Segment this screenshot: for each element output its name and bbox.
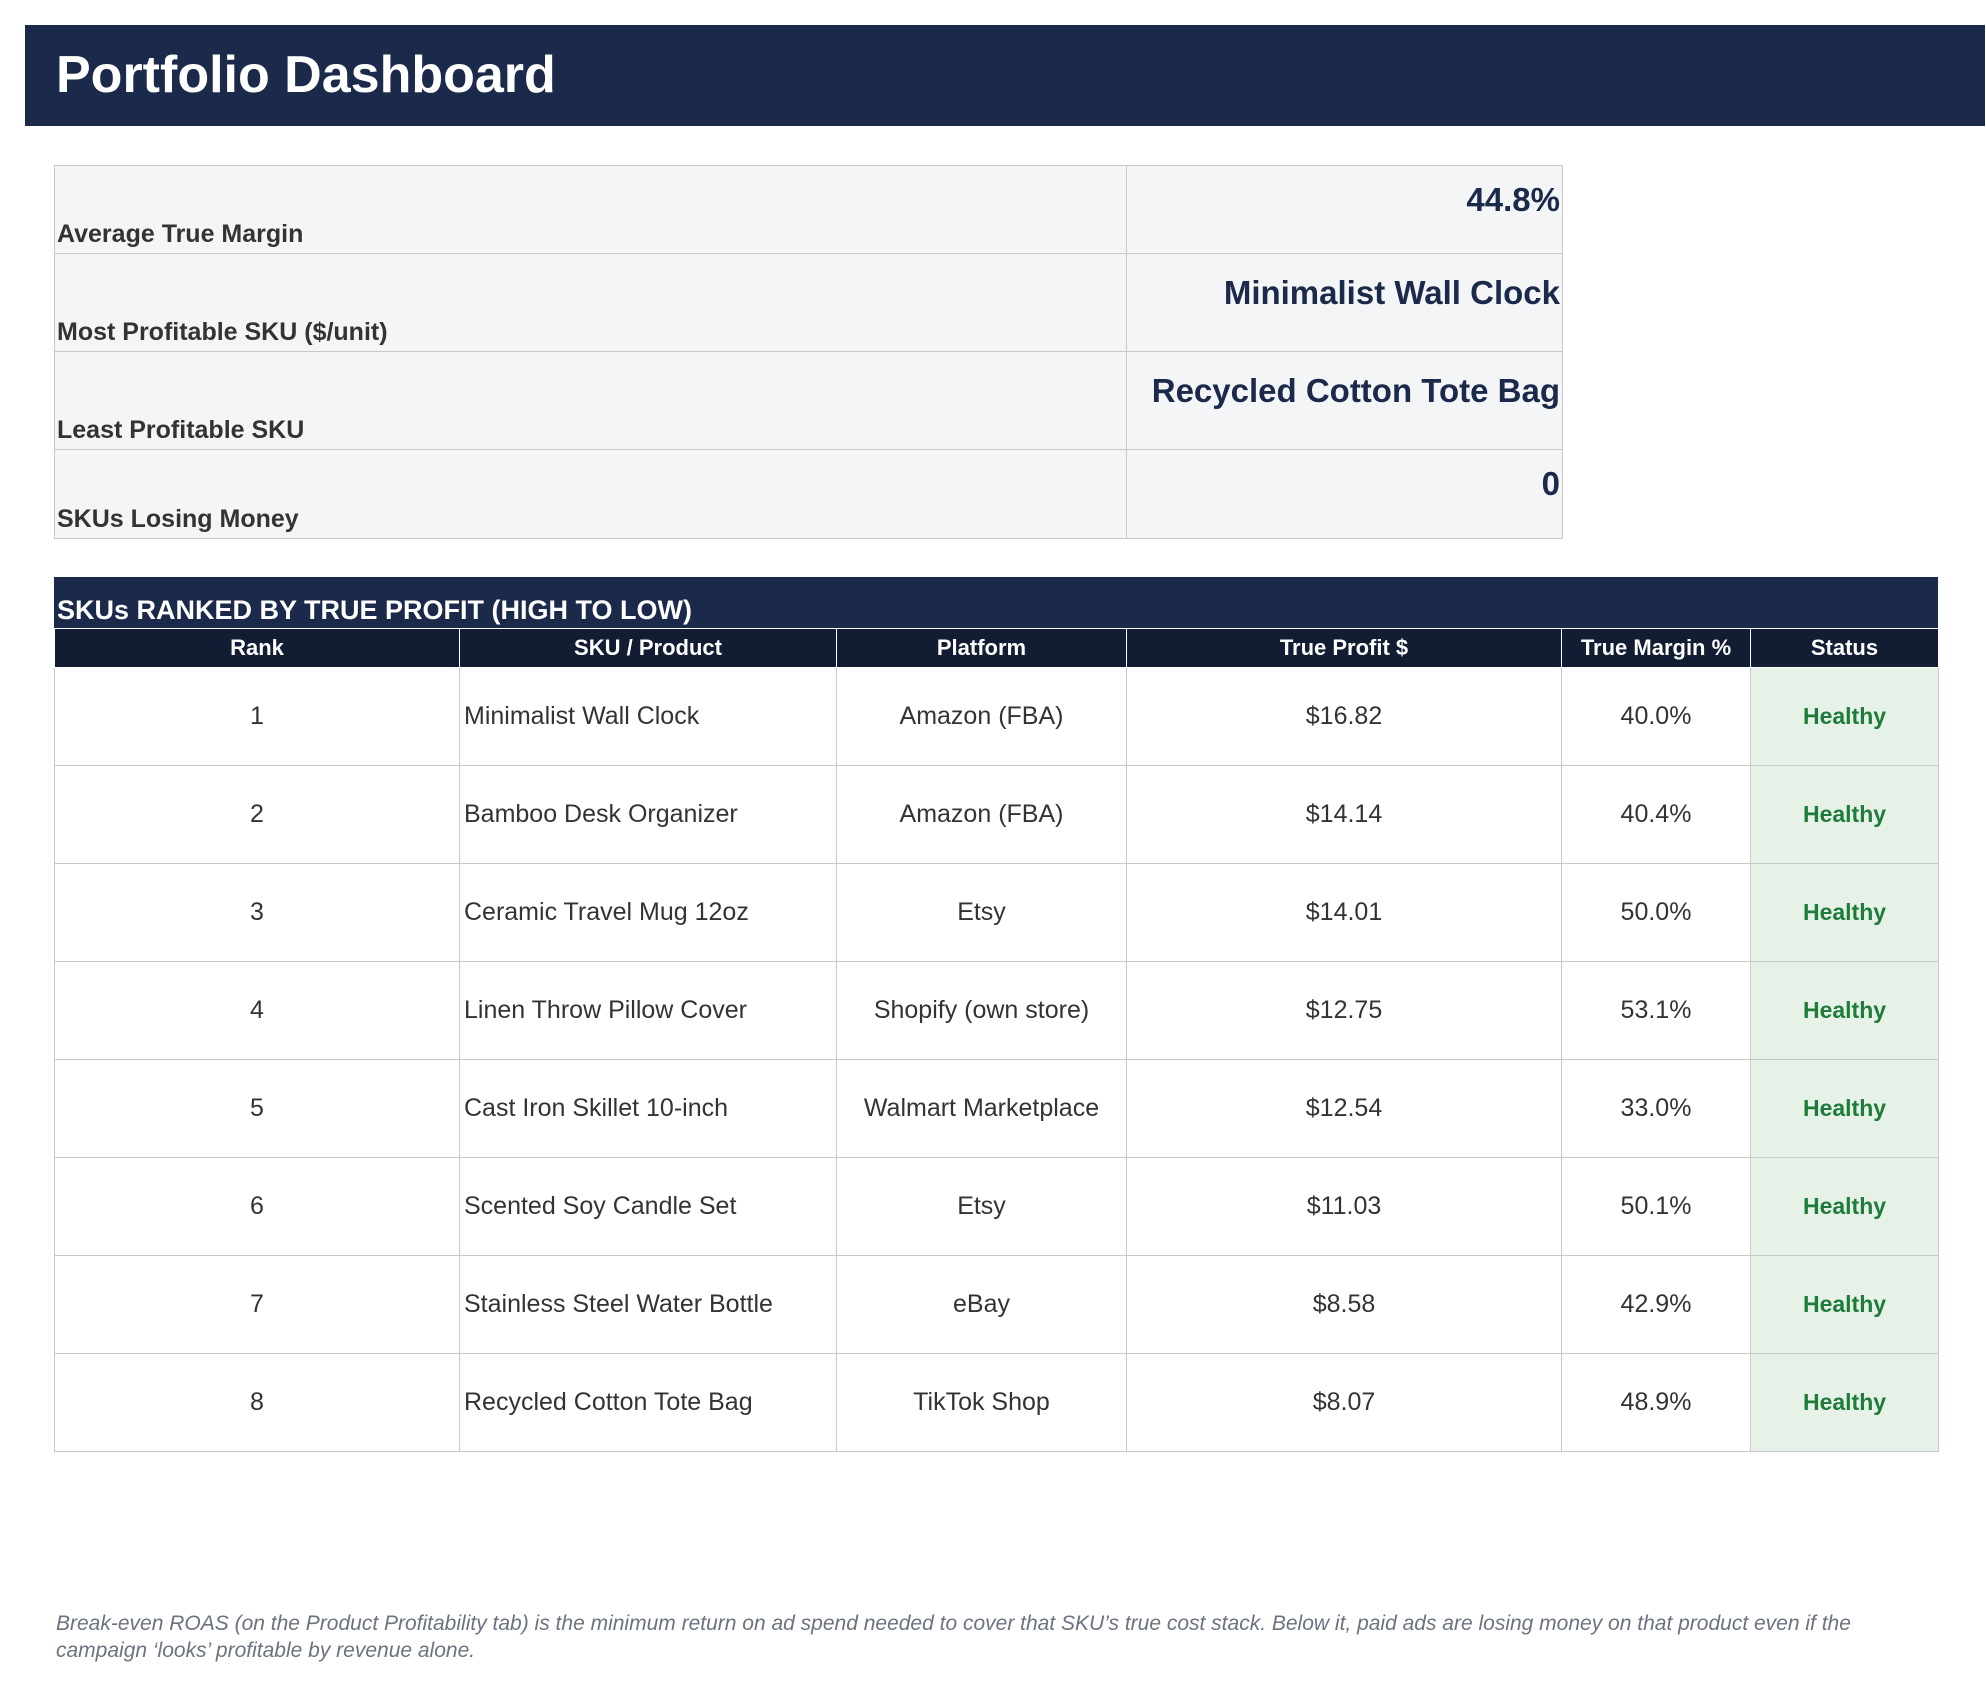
status-badge: Healthy [1751, 962, 1939, 1060]
platform-cell: Amazon (FBA) [837, 668, 1127, 766]
status-badge: Healthy [1751, 1256, 1939, 1354]
platform-cell: Walmart Marketplace [837, 1060, 1127, 1158]
true-margin-cell: 53.1% [1562, 962, 1751, 1060]
summary-value [1127, 254, 1563, 352]
ranking-section-title: SKUs RANKED BY TRUE PROFIT (HIGH TO LOW) [57, 595, 693, 625]
true-margin-cell: 33.0% [1562, 1060, 1751, 1158]
true-profit-cell: $12.54 [1127, 1060, 1562, 1158]
true-profit-cell: $11.03 [1127, 1158, 1562, 1256]
column-header-true-profit: True Profit $ [1127, 629, 1562, 668]
true-margin-cell: 40.4% [1562, 766, 1751, 864]
summary-row-average-margin [55, 166, 1563, 254]
summary-row-least-profitable [55, 352, 1563, 450]
summary-row-most-profitable [55, 254, 1563, 352]
table-row [55, 766, 1939, 864]
true-profit-cell: $14.14 [1127, 766, 1562, 864]
table-row [55, 668, 1939, 766]
column-header-platform: Platform [837, 629, 1127, 668]
true-profit-cell: $14.01 [1127, 864, 1562, 962]
ranking-section-header [54, 577, 1938, 628]
status-badge: Healthy [1751, 1158, 1939, 1256]
page-header [25, 25, 1985, 126]
table-row [55, 1158, 1939, 1256]
summary-label: Average True Margin [55, 166, 1127, 254]
rank-cell: 3 [55, 864, 460, 962]
summary-value-text: Recycled Cotton Tote Bag [1151, 371, 1560, 409]
true-profit-cell: $8.07 [1127, 1354, 1562, 1452]
platform-cell: Amazon (FBA) [837, 766, 1127, 864]
status-badge: Healthy [1751, 1060, 1939, 1158]
platform-cell: Shopify (own store) [837, 962, 1127, 1060]
ranking-header-row [55, 629, 1939, 668]
table-row [55, 1060, 1939, 1158]
summary-label: Most Profitable SKU ($/unit) [55, 254, 1127, 352]
status-badge: Healthy [1751, 668, 1939, 766]
sku-cell: Ceramic Travel Mug 12oz [460, 864, 837, 962]
platform-cell: eBay [837, 1256, 1127, 1354]
summary-row-losing-money [55, 450, 1563, 539]
rank-cell: 1 [55, 668, 460, 766]
sku-cell: Linen Throw Pillow Cover [460, 962, 837, 1060]
true-profit-cell: $12.75 [1127, 962, 1562, 1060]
status-badge: Healthy [1751, 864, 1939, 962]
true-margin-cell: 40.0% [1562, 668, 1751, 766]
summary-value [1127, 352, 1563, 450]
summary-value-text: Minimalist Wall Clock [1223, 273, 1560, 311]
column-header-rank: Rank [55, 629, 460, 668]
status-badge: Healthy [1751, 766, 1939, 864]
summary-value [1127, 450, 1563, 539]
summary-value-text: 44.8% [1466, 180, 1560, 218]
rank-cell: 5 [55, 1060, 460, 1158]
summary-table [54, 165, 1563, 539]
table-row [55, 962, 1939, 1060]
summary-value [1127, 166, 1563, 254]
sku-cell: Minimalist Wall Clock [460, 668, 837, 766]
true-margin-cell: 50.0% [1562, 864, 1751, 962]
sku-cell: Bamboo Desk Organizer [460, 766, 837, 864]
ranking-table [54, 628, 1939, 1452]
sku-cell: Stainless Steel Water Bottle [460, 1256, 837, 1354]
column-header-true-margin: True Margin % [1562, 629, 1751, 668]
sku-cell: Cast Iron Skillet 10-inch [460, 1060, 837, 1158]
sku-cell: Scented Soy Candle Set [460, 1158, 837, 1256]
rank-cell: 4 [55, 962, 460, 1060]
status-badge: Healthy [1751, 1354, 1939, 1452]
sku-cell: Recycled Cotton Tote Bag [460, 1354, 837, 1452]
rank-cell: 6 [55, 1158, 460, 1256]
rank-cell: 7 [55, 1256, 460, 1354]
true-profit-cell: $16.82 [1127, 668, 1562, 766]
true-margin-cell: 48.9% [1562, 1354, 1751, 1452]
table-row [55, 1256, 1939, 1354]
column-header-status: Status [1751, 629, 1939, 668]
platform-cell: Etsy [837, 1158, 1127, 1256]
true-margin-cell: 42.9% [1562, 1256, 1751, 1354]
true-profit-cell: $8.58 [1127, 1256, 1562, 1354]
column-header-sku: SKU / Product [460, 629, 837, 668]
true-margin-cell: 50.1% [1562, 1158, 1751, 1256]
summary-label: SKUs Losing Money [55, 450, 1127, 539]
rank-cell: 8 [55, 1354, 460, 1452]
rank-cell: 2 [55, 766, 460, 864]
summary-label: Least Profitable SKU [55, 352, 1127, 450]
table-row [55, 1354, 1939, 1452]
table-row [55, 864, 1939, 962]
platform-cell: TikTok Shop [837, 1354, 1127, 1452]
summary-value-text: 0 [1541, 465, 1560, 502]
footnote: Break-even ROAS (on the Product Profitability tab) is the minimum return on ad spend needed to cover that SKU’s true cost stack. Below it, paid ads are losing money on that product even if the campaign ‘looks’ profitable by revenue alone. [56, 1612, 1851, 1662]
platform-cell: Etsy [837, 864, 1127, 962]
page-title: Portfolio Dashboard [56, 46, 556, 104]
